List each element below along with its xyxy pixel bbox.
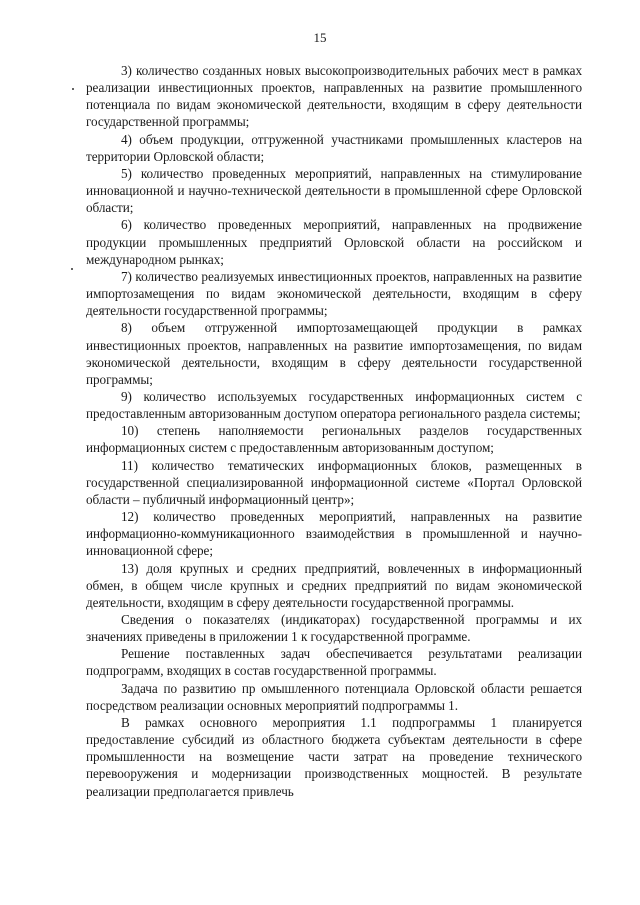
paragraph-indicator-9: 9) количество используемых государственных информационных систем с предоставленным авторизованным доступом оператора регионального раздела системы; [86, 388, 582, 422]
paragraph-indicator-3: 3) количество созданных новых высокопроизводительных рабочих мест в рамках реализации инвестиционных проектов, направленных на развитие промышленного потенциала по видам экономической деятельности, входящим в сферу деятельности государственной программы; [86, 63, 582, 130]
page-number: 15 [313, 30, 327, 45]
document-body [86, 62, 582, 800]
paragraph-industrial-potential: Задача по развитию пр омышленного потенциала Орловской области решается посредством реализации основных мероприятий подпрограммы 1. [86, 680, 582, 713]
paragraph-subprograms: Решение поставленных задач обеспечивается результатами реализации подпрограмм, входящих в состав государственной программы. [86, 646, 582, 679]
scan-speck [72, 88, 74, 90]
paragraph-indicator-4: 4) объем продукции, отгруженной участниками промышленных кластеров на территории Орловской области; [86, 131, 582, 164]
scan-speck [71, 268, 73, 270]
paragraph-indicator-5: 5) количество проведенных мероприятий, направленных на стимулирование инновационной и научно-технической деятельности в промышленной сфере Орловской области; [86, 165, 582, 216]
paragraph-measure-1-1: В рамках основного мероприятия 1.1 подпрограммы 1 планируется предоставление субсидий из областного бюджета субъектам деятельности в сфере промышленности на возмещение части затрат на проведение технического перевооружения и модернизации производственных мощностей. В результате реализации предполагается привлечь [86, 714, 582, 799]
paragraph-indicator-6: 6) количество проведенных мероприятий, направленных на продвижение продукции промышленных предприятий Орловской области на российском и международном рынках; [86, 217, 582, 267]
paragraph-indicator-13: 13) доля крупных и средних предприятий, вовлеченных в информационный обмен, в общем числе крупных и средних предприятий по видам экономической деятельности, входящим в сферу деятельности государственной программы. [86, 560, 582, 610]
paragraph-indicators-reference: Сведения о показателях (индикаторах) государственной программы и их значениях приведены в приложении 1 к государственной программе. [86, 612, 582, 645]
paragraph-indicator-7: 7) количество реализуемых инвестиционных проектов, направленных на развитие импортозамещения по видам экономической деятельности, входящим в сферу деятельности государственной программы; [86, 268, 582, 319]
paragraph-indicator-12: 12) количество проведенных мероприятий, направленных на развитие информационно-коммуникационного взаимодействия в промышленной и научно-инновационной сфере; [86, 509, 582, 559]
paragraph-indicator-11: 11) количество тематических информационных блоков, размещенных в государственной специализированной информационной системе «Портал Орловской области – публичный информационный центр»; [86, 457, 582, 507]
paragraph-indicator-10: 10) степень наполняемости региональных разделов государственных информационных систем с предоставленным авторизованным доступом; [86, 423, 582, 456]
paragraph-indicator-8: 8) объем отгруженной импортозамещающей продукции в рамках инвестиционных проектов, направленных на развитие импортозамещения, по видам экономической деятельности, входящим в сферу деятельности государственной программы; [86, 320, 582, 387]
